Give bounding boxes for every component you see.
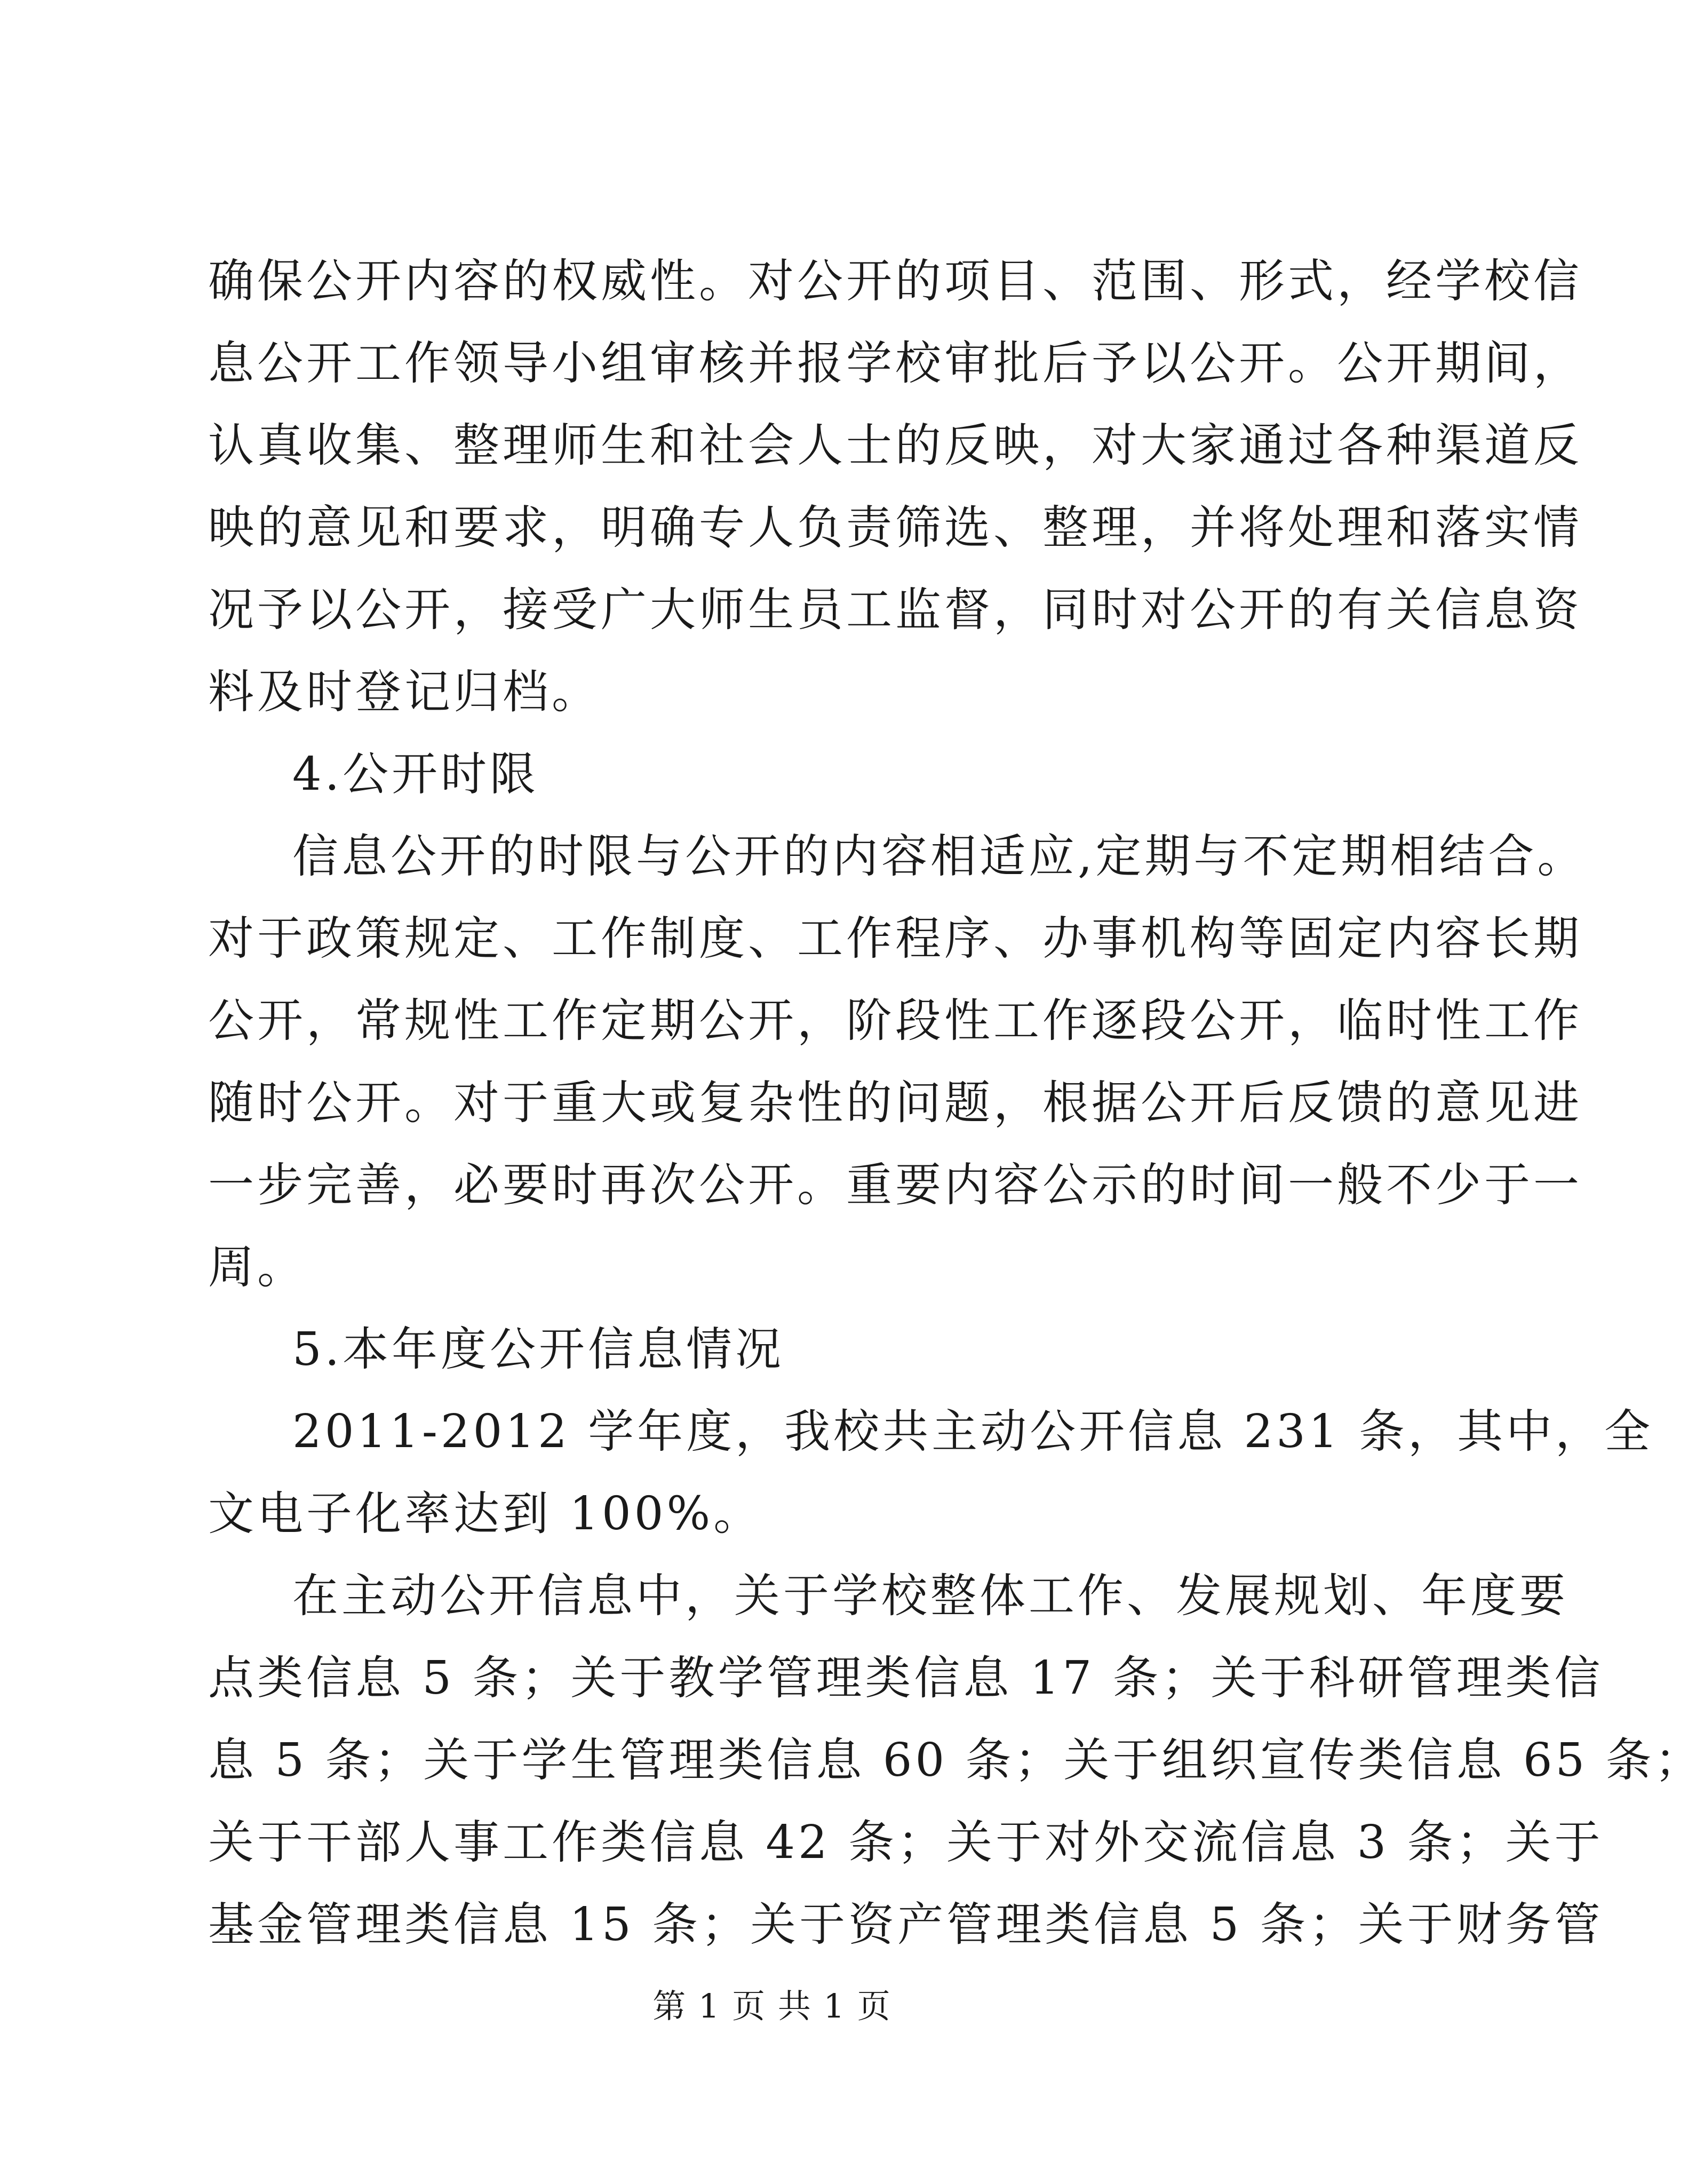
text-line: 一步完善，必要时再次公开。重要内容公示的时间一般不少于一 <box>208 1158 1582 1212</box>
section-heading: 4.公开时限 <box>292 748 539 801</box>
page-number-label: 第 1 页 共 1 页 <box>652 1987 891 2026</box>
paragraph-time-limit <box>208 815 1587 1308</box>
text-line: 对于政策规定、工作制度、工作程序、办事机构等固定内容长期 <box>208 912 1582 965</box>
section-heading: 5.本年度公开信息情况 <box>292 1323 785 1376</box>
document-body <box>208 240 1704 1966</box>
section-heading-annual-info <box>208 1308 1344 1391</box>
text-line: 息 5 条；关于学生管理类信息 60 条；关于组织宣传类信息 65 条； <box>208 1734 1704 1787</box>
text-line: 映的意见和要求，明确专人负责筛选、整理，并将处理和落实情 <box>208 501 1582 554</box>
text-line: 公开，常规性工作定期公开，阶段性工作逐段公开，临时性工作 <box>208 994 1582 1047</box>
paragraph-annual-summary <box>208 1391 1653 1555</box>
text-line: 料及时登记归档。 <box>208 665 601 719</box>
text-line: 周。 <box>208 1241 306 1294</box>
page-footer <box>0 1980 1544 2027</box>
paragraph-info-breakdown <box>208 1555 1704 1966</box>
text-line: 基金管理类信息 15 条；关于资产管理类信息 5 条；关于财务管 <box>208 1898 1604 1951</box>
text-line: 信息公开的时限与公开的内容相适应,定期与不定期相结合。 <box>292 830 1587 883</box>
text-line: 关于干部人事工作类信息 42 条；关于对外交流信息 3 条；关于 <box>208 1816 1604 1869</box>
text-line: 认真收集、整理师生和社会人士的反映，对大家通过各种渠道反 <box>208 419 1582 472</box>
text-line: 随时公开。对于重大或复杂性的问题，根据公开后反馈的意见进 <box>208 1076 1582 1130</box>
text-line: 况予以公开，接受广大师生员工监督，同时对公开的有关信息资 <box>208 583 1582 637</box>
section-heading-time-limit <box>208 733 1344 815</box>
text-line: 2011-2012 学年度，我校共主动公开信息 231 条，其中，全 <box>292 1405 1653 1458</box>
paragraph-continuation <box>208 240 1582 733</box>
text-line: 在主动公开信息中，关于学校整体工作、发展规划、年度要 <box>292 1569 1568 1623</box>
text-line: 点类信息 5 条；关于教学管理类信息 17 条；关于科研管理类信 <box>208 1651 1604 1705</box>
text-line: 文电子化率达到 100%。 <box>208 1487 763 1540</box>
text-line: 确保公开内容的权威性。对公开的项目、范围、形式，经学校信 <box>208 255 1582 308</box>
text-line: 息公开工作领导小组审核并报学校审批后予以公开。公开期间， <box>208 337 1582 390</box>
